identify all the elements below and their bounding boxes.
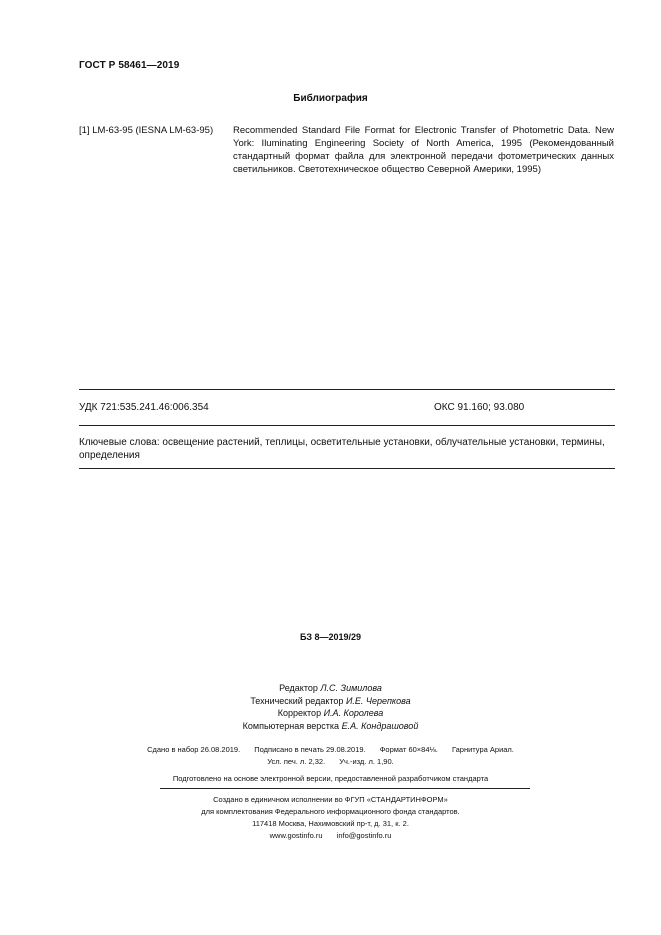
print-info [0,744,661,768]
editor-row [0,682,661,695]
publisher-info [0,794,661,817]
standard-header: ГОСТ Р 58461—2019 [79,60,180,71]
publisher-line1: Создано в единичном исполнении во ФГУП «СТАНДАРТИНФОРМ» [213,795,448,804]
tech-editor-row [0,695,661,708]
print-info-line2 [0,756,661,768]
bibliography-ref: [1] LM-63-95 (IESNA LM-63-95) [79,125,214,136]
corrector-label: Корректор [277,708,322,718]
website-link[interactable]: www.gostinfo.ru [269,830,323,840]
signed-date: Подписано в печать 29.08.2019. [254,745,366,754]
layout-label: Компьютерная верстка [242,720,340,731]
layout-name: Е.А. Кондрашовой [341,720,419,731]
divider-top [79,389,615,390]
tech-editor-name: И.Е. Черепкова [345,695,411,706]
divider-publisher [160,788,530,789]
contacts-line [0,830,661,842]
corrector-name: И.А. Королева [323,708,384,718]
tech-editor-label: Технический редактор [250,695,344,706]
oks-code: ОКС 91.160; 93.080 [434,402,525,413]
typeset-date: Сдано в набор 26.08.2019. [147,745,241,754]
bibliography-title: Библиография [293,93,368,104]
bibliography-text: Recommended Standard File Format for Electronic Transfer of Photometric Data. New York: Iluminating Engineering Society of North America, 1995 (Рекомендованный стандартный формат файла для электронной передачи фотометрических данных светильников. Светотехническое общество Северной Америки, 1995) [233,125,614,175]
layout-row [0,720,661,733]
keywords: Ключевые слова: освещение растений, теплицы, осветительные установки, облучательные установки, термины, определения [79,437,605,461]
pub-sheets: Уч.-изд. л. 1,90. [339,757,394,766]
prepared-note: Подготовлено на основе электронной версии, предоставленной разработчиком стандарта [172,774,489,783]
divider-middle [79,425,615,426]
bz-number: БЗ 8—2019/29 [299,632,362,642]
divider-bottom [79,468,615,469]
print-sheets: Усл. печ. л. 2,32. [267,757,326,766]
address-line: 117418 Москва, Нахимовский пр-т, д. 31, к. 2. [252,819,409,828]
editor-name: Л.С. Зимилова [320,683,382,693]
publisher-address [0,818,661,841]
print-format: Формат 60×84⅛. [379,745,438,754]
credits [0,682,661,732]
corrector-row [0,707,661,720]
publisher-line2: для комплектования Федерального информационного фонда стандартов. [201,806,460,816]
print-info-line1 [0,744,661,756]
print-font: Гарнитура Ариал. [451,745,514,754]
email-link[interactable]: info@gostinfo.ru [336,830,392,840]
udk-code: УДК 721:535.241.46:006.354 [79,402,209,413]
editor-label: Редактор [279,683,318,693]
